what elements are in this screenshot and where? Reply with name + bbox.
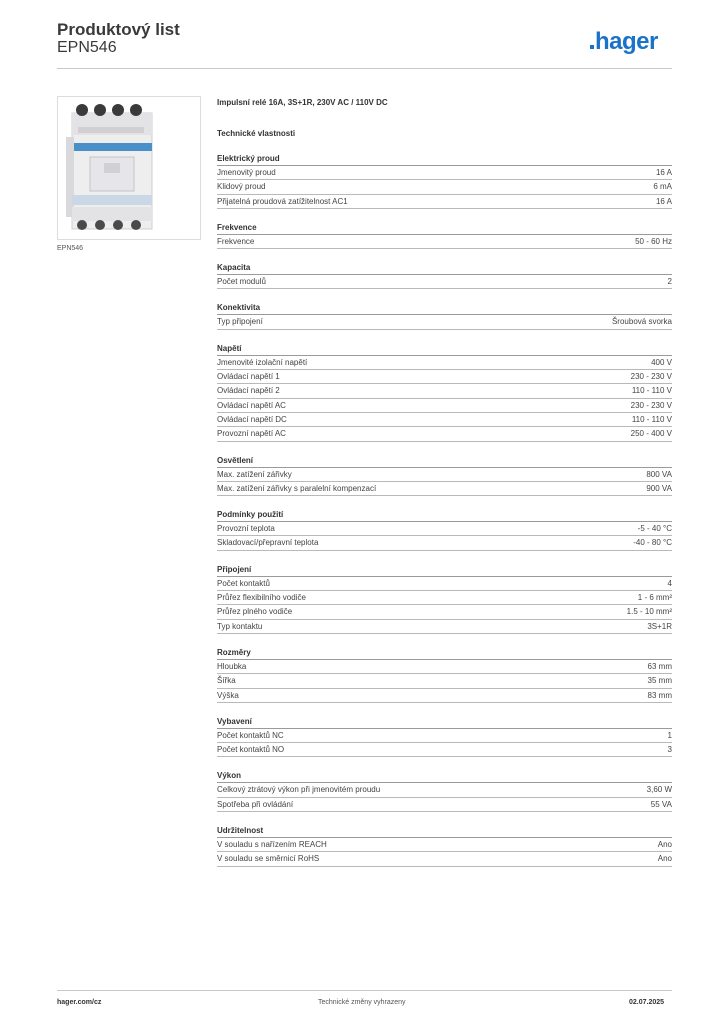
spec-row [217,536,672,550]
spec-label: Klidový proud [217,182,266,192]
spec-row [217,315,672,329]
spec-value: 230 - 230 V [630,400,672,410]
spec-value: 900 VA [646,483,672,493]
section-title: Připojení [217,564,672,577]
spec-value: 110 - 110 V [631,386,672,396]
spec-value: 110 - 110 V [631,414,672,424]
relay-device-icon [58,97,200,239]
spec-value: 4 [667,578,672,588]
spec-value: 63 mm [647,661,672,671]
logo-dot-icon [590,45,594,49]
spec-row [217,370,672,384]
spec-content [217,96,672,867]
spec-value: 6 mA [653,182,672,192]
spec-value: Ano [657,840,672,850]
spec-label: Výška [217,690,239,700]
spec-row [217,660,672,674]
spec-row [217,275,672,289]
spec-label: Ovládací napětí 1 [217,372,280,382]
spec-row [217,356,672,370]
spec-row [217,166,672,180]
spec-row [217,384,672,398]
spec-value: 3,60 W [646,785,672,795]
product-description: Impulsní relé 16A, 3S+1R, 230V AC / 110V DC [217,98,388,107]
spec-label: Šířka [217,676,236,686]
spec-value: 50 - 60 Hz [635,236,672,246]
spec-value: 16 A [655,196,672,206]
spec-label: Hloubka [217,661,247,671]
spec-label: Typ připojení [217,317,263,327]
section-title: Frekvence [217,222,672,235]
spec-section [217,716,672,758]
spec-section [217,647,672,703]
spec-section [217,222,672,249]
spec-value: -5 - 40 °C [637,524,672,534]
spec-row [217,235,672,249]
spec-value: 3S+1R [647,621,672,631]
spec-value: 1 [667,730,672,740]
spec-label: V souladu s nařízením REACH [217,840,327,850]
spec-label: Ovládací napětí 2 [217,386,280,396]
spec-label: Ovládací napětí AC [217,400,286,410]
spec-value: -40 - 80 °C [633,538,672,548]
spec-value: 16 A [655,168,672,177]
spec-value: 1.5 - 10 mm² [626,607,672,617]
technical-heading: Technické vlastnosti [217,129,296,138]
section-title: Konektivita [217,302,672,315]
spec-section [217,455,672,497]
spec-label: Průřez plného vodiče [217,607,293,617]
section-title: Vybavení [217,716,672,729]
section-title: Elektrický proud [217,153,672,166]
spec-value: 55 VA [650,799,672,809]
spec-row [217,399,672,413]
footer-date: 02.07.2025 [629,999,665,1006]
spec-value: 400 V [651,357,672,367]
section-title: Podmínky použití [217,509,672,522]
spec-row [217,591,672,605]
spec-row [217,522,672,536]
section-title: Kapacita [217,262,672,275]
spec-value: Šroubová svorka [611,317,672,327]
spec-value: Ano [657,854,672,864]
spec-label: Skladovací/přepravní teplota [217,538,319,548]
spec-value: 250 - 400 V [630,429,672,439]
spec-row [217,798,672,812]
spec-label: Počet kontaktů [217,578,270,588]
spec-row [217,577,672,591]
footer-note: Technické změny vyhrazeny [318,999,406,1006]
spec-value: 1 - 6 mm² [637,593,672,603]
spec-row [217,413,672,427]
section-title: Rozměry [217,647,672,660]
spec-label: Spotřeba při ovládání [217,799,294,809]
spec-row [217,620,672,634]
spec-label: Provozní napětí AC [217,429,286,439]
spec-label: V souladu se směrnicí RoHS [217,854,320,864]
spec-row [217,195,672,209]
logo-text: hager [595,28,658,55]
spec-row [217,605,672,619]
spec-row [217,674,672,688]
spec-row [217,838,672,852]
spec-value: 3 [667,745,672,755]
spec-label: Jmenovité izolační napětí [217,357,308,367]
section-title: Napětí [217,343,672,356]
hager-logo [590,28,658,56]
spec-row [217,852,672,866]
spec-label: Počet kontaktů NO [217,745,285,755]
spec-section [217,770,672,812]
spec-row [217,689,672,703]
product-code: EPN546 [57,39,117,56]
spec-section [217,343,672,442]
spec-label: Jmenovitý proud [217,168,276,177]
spec-label: Počet kontaktů NC [217,730,284,740]
spec-label: Počet modulů [217,277,266,287]
spec-section [217,564,672,634]
spec-label: Frekvence [217,236,255,246]
spec-label: Max. zatížení zářivky s paralelní kompenzací [217,483,377,493]
spec-label: Přijatelná proudová zatížitelnost AC1 [217,196,348,206]
spec-row [217,468,672,482]
spec-label: Ovládací napětí DC [217,414,287,424]
spec-value: 230 - 230 V [630,372,672,382]
spec-row [217,427,672,441]
spec-section [217,153,672,209]
spec-value: 83 mm [647,690,672,700]
section-title: Výkon [217,770,672,783]
header-divider [57,68,672,69]
spec-section [217,825,672,867]
spec-label: Provozní teplota [217,524,275,534]
spec-label: Celkový ztrátový výkon při jmenovitém proudu [217,785,381,795]
section-title: Udržitelnost [217,825,672,838]
spec-label: Typ kontaktu [217,621,263,631]
spec-value: 2 [667,277,672,287]
spec-label: Průřez flexibilního vodiče [217,593,306,603]
spec-row [217,482,672,496]
spec-row [217,743,672,757]
page-title: Produktový list [57,20,180,39]
spec-section [217,262,672,289]
spec-label: Max. zatížení zářivky [217,469,292,479]
spec-section [217,509,672,551]
spec-value: 35 mm [647,676,672,686]
spec-row [217,180,672,194]
section-title: Osvětlení [217,455,672,468]
spec-value: 800 VA [646,469,672,479]
product-image [57,96,201,240]
footer-divider [57,990,672,991]
spec-row [217,729,672,743]
spec-section [217,302,672,329]
spec-row [217,783,672,797]
footer-website[interactable]: hager.com/cz [57,999,102,1006]
spec-sections [217,153,672,867]
image-caption: EPN546 [57,245,84,252]
